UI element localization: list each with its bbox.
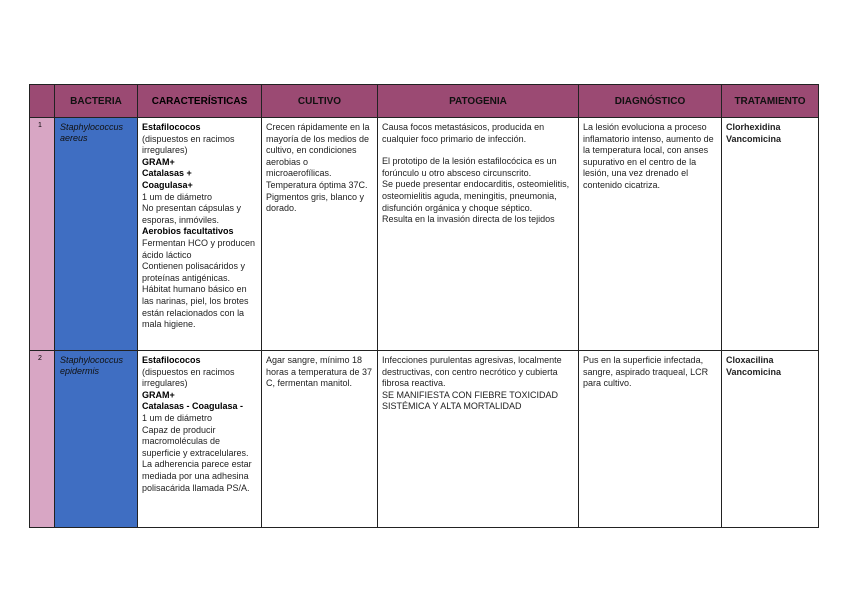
patogenia-line: Causa focos metastásicos, producida en cualquier foco primario de infección. — [382, 122, 545, 144]
tratamiento-cell — [722, 118, 819, 351]
caracteristicas-cell — [138, 118, 262, 351]
caract-line: (dispuestos en racimos irregulares) — [142, 366, 235, 389]
bacteria-name: Staphylococcus epidermis — [55, 351, 138, 528]
diagnostico-line: Pus en la superficie infectada, sangre, aspirado traqueal, LCR para cultivo. — [583, 355, 709, 389]
cultivo-cell — [262, 118, 378, 351]
header-diagnostico: DIAGNÓSTICO — [579, 85, 722, 118]
diagnostico-cell — [579, 351, 722, 528]
tratamiento-line: Cloxacilina — [726, 355, 774, 365]
caract-line: GRAM+ — [142, 389, 175, 400]
patogenia-line: Se puede presentar endocarditis, osteomielitis, osteomielitis aguda, meningitis, pneumonia, disfunción orgánica y choque séptico. — [382, 179, 570, 213]
table-row — [30, 351, 819, 528]
tratamiento-line: Clorhexidina — [726, 122, 781, 132]
row-number: 2 — [30, 351, 55, 528]
bacteria-table — [29, 84, 819, 528]
patogenia-cell — [378, 351, 579, 528]
cultivo-line: Pigmentos gris, blanco y dorado. — [266, 191, 365, 214]
cultivo-line: Agar sangre, mínimo 18 horas a temperatura de 37 C, fermentan manitol. — [266, 355, 373, 389]
diagnostico-line: La lesión evoluciona a proceso inflamatorio intenso, aumento de la temperatura local, con anses supurativo en el centro de la lesión, una vez drenado el contenido cicatriza. — [583, 122, 714, 190]
caract-line: Catalasas - Coagulasa - — [142, 401, 244, 412]
row-number: 1 — [30, 118, 55, 351]
cultivo-line: Crecen rápidamente en la mayoría de los medios de cultivo, en condiciones aerobias o microaerofílicas. — [266, 122, 370, 179]
caract-line: Capaz de producir macromoléculas de superficie y extracelulares. — [142, 424, 249, 458]
caract-line: (dispuestos en racimos irregulares) — [142, 133, 235, 156]
caract-line: Contienen polisacáridos y proteínas antigénicas. — [142, 261, 246, 283]
header-caracteristicas: CARACTERÍSTICAS — [138, 85, 262, 118]
patogenia-cell — [378, 118, 579, 351]
header-row — [30, 85, 819, 118]
patogenia-line: El prototipo de la lesión estafilocócica es un forúnculo u otro absceso circunscrito. — [382, 156, 557, 178]
caract-line: Fermentan HCO y producen ácido láctico — [142, 237, 256, 260]
patogenia-spacer — [382, 145, 574, 156]
caract-line: 1 um de diámetro — [142, 412, 213, 423]
tratamiento-line: Vancomicina — [726, 133, 782, 144]
patogenia-line: Resulta en la invasión directa de los tejidos — [382, 214, 555, 225]
patogenia-line: SE MANIFIESTA CON FIEBRE TOXICIDAD SISTÉMICA Y ALTA MORTALIDAD — [382, 389, 559, 412]
caract-line: Catalasas + — [142, 168, 192, 179]
header-cultivo: CULTIVO — [262, 85, 378, 118]
caract-line: Estafilococos — [142, 122, 201, 132]
table-row — [30, 118, 819, 351]
header-tratamiento: TRATAMIENTO — [722, 85, 819, 118]
caract-line: No presentan cápsulas y esporas, inmóviles. — [142, 203, 242, 225]
cultivo-cell — [262, 351, 378, 528]
cultivo-line: Temperatura óptima 37C. — [266, 179, 368, 190]
caract-line: Estafilococos — [142, 355, 201, 365]
caracteristicas-cell — [138, 351, 262, 528]
bacteria-name: Staphylococcus aereus — [55, 118, 138, 351]
caract-line: La adherencia parece estar mediada por una adhesina polisacárida llamada PS/A. — [142, 459, 252, 493]
caract-line: Coagulasa+ — [142, 179, 193, 190]
tratamiento-cell — [722, 351, 819, 528]
caract-line: GRAM+ — [142, 156, 175, 167]
diagnostico-cell — [579, 118, 722, 351]
header-num — [30, 85, 55, 118]
header-patogenia: PATOGENIA — [378, 85, 579, 118]
caract-line: Aerobios facultativos — [142, 226, 234, 237]
tratamiento-line: Vancomicina — [726, 366, 782, 377]
caract-line: 1 um de diámetro — [142, 191, 213, 202]
caract-line: Hábitat humano básico en las narinas, piel, los brotes están relacionados con la mala higiene. — [142, 284, 249, 330]
header-bacteria: BACTERIA — [55, 85, 138, 118]
patogenia-line: Infecciones purulentas agresivas, localmente destructivas, con centro necrótico y cubierta fibrosa reactiva. — [382, 355, 562, 389]
